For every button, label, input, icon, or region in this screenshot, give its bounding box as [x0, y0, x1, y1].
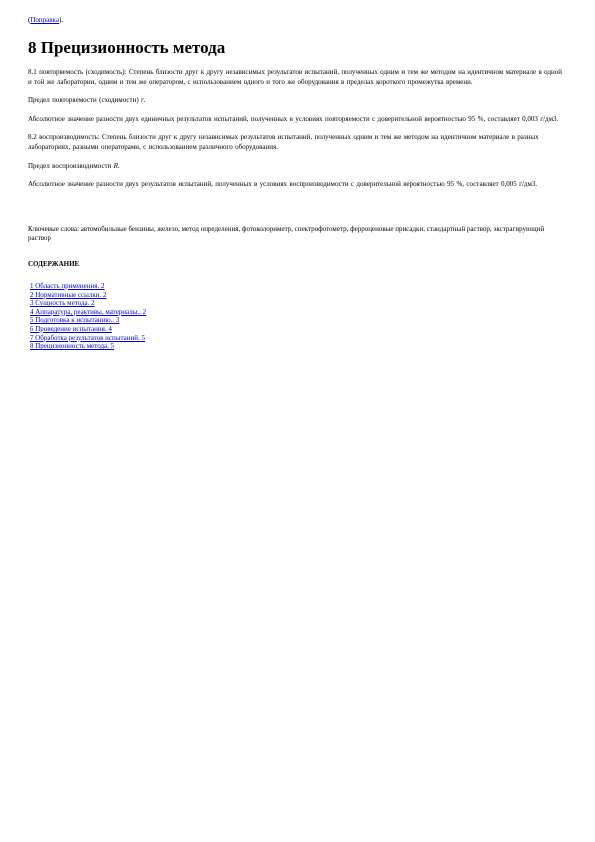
reproducibility-limit — [28, 162, 568, 172]
toc-link-2[interactable]: 2 Нормативные ссылки. 2 — [30, 290, 107, 299]
toc-item — [30, 291, 568, 300]
toc-link-5[interactable]: 5 Подготовка к испытанию.. 3 — [30, 316, 120, 325]
document-page — [28, 16, 568, 351]
toc-link-7[interactable]: 7 Обработка результатов испытаний. 5 — [30, 333, 145, 342]
toc-link-3[interactable]: 3 Сущность метода. 2 — [30, 299, 95, 308]
toc-link-8[interactable]: 8 Прецизионность метода. 5 — [30, 342, 115, 351]
amendment-link[interactable]: Поправка — [30, 16, 59, 24]
toc-item — [30, 299, 568, 308]
table-of-contents — [30, 282, 568, 351]
toc-item — [30, 334, 568, 343]
toc-link-4[interactable]: 4 Аппаратура, реактивы, материалы.. 2 — [30, 307, 147, 316]
toc-item — [30, 342, 568, 351]
toc-link-6[interactable]: 6 Проведение испытания. 4 — [30, 324, 112, 333]
toc-item — [30, 316, 568, 325]
spacer — [28, 199, 568, 225]
repeatability-limit — [28, 96, 568, 106]
toc-item — [30, 308, 568, 317]
reproducibility-limit-text: Предел воспроизводимости — [28, 161, 114, 170]
keywords: Ключевые слова: автомобильные бензины, железо, метод определения, фотоколориметр, спектрофотометр, ферроценовые присадки, стандартный раствор, экстрагирующий раствор — [28, 224, 545, 243]
section-title: 8 Прецизионность метода — [28, 38, 226, 57]
reproducibility-limit-end: . — [117, 161, 120, 170]
repeatability-limit-text: Предел повторяемости (сходимости) — [28, 96, 142, 105]
amendment-close: ). — [58, 16, 64, 24]
repeatability-definition: 8.1 повторяемость (сходимость): Степень близости друг к другу независимых результатов испытаний, полученных одним и тем же методом на идентичном материале в одной и той же лаборатории, одним и тем же оператором, с использованием одного и того же оборудования в пределах короткого промежутка времени. — [28, 68, 562, 86]
repeatability-limit-var: r — [141, 96, 144, 105]
amendment-note — [28, 16, 568, 25]
toc-item — [30, 325, 568, 334]
amendment-open: ( — [28, 16, 31, 24]
repeatability-limit-end: . — [143, 96, 146, 105]
toc-link-1[interactable]: 1 Область применения. 2 — [30, 281, 105, 290]
repeatability-value: Абсолютное значение разности двух единичных результатов испытаний, полученных в условиях повторяемости с доверительной вероятностью 95 %, составляет 0,003 г/дм3. — [28, 114, 559, 123]
toc-title: СОДЕРЖАНИЕ — [28, 259, 80, 268]
toc-item — [30, 282, 568, 291]
reproducibility-definition: 8.2 воспроизводимость: Степень близости друг к другу независимых результатов испытаний, полученных одним и тем же методом на идентичном материале в разных лабораториях, разными операторами, с использованием различного оборудования. — [28, 133, 539, 151]
reproducibility-limit-var: R — [113, 161, 118, 170]
reproducibility-value: Абсолютное значение разности двух результатов испытаний, полученных в условиях воспроизводимости с доверительной вероятностью 95 %, составляет 0,005 г/дм3. — [28, 180, 538, 189]
